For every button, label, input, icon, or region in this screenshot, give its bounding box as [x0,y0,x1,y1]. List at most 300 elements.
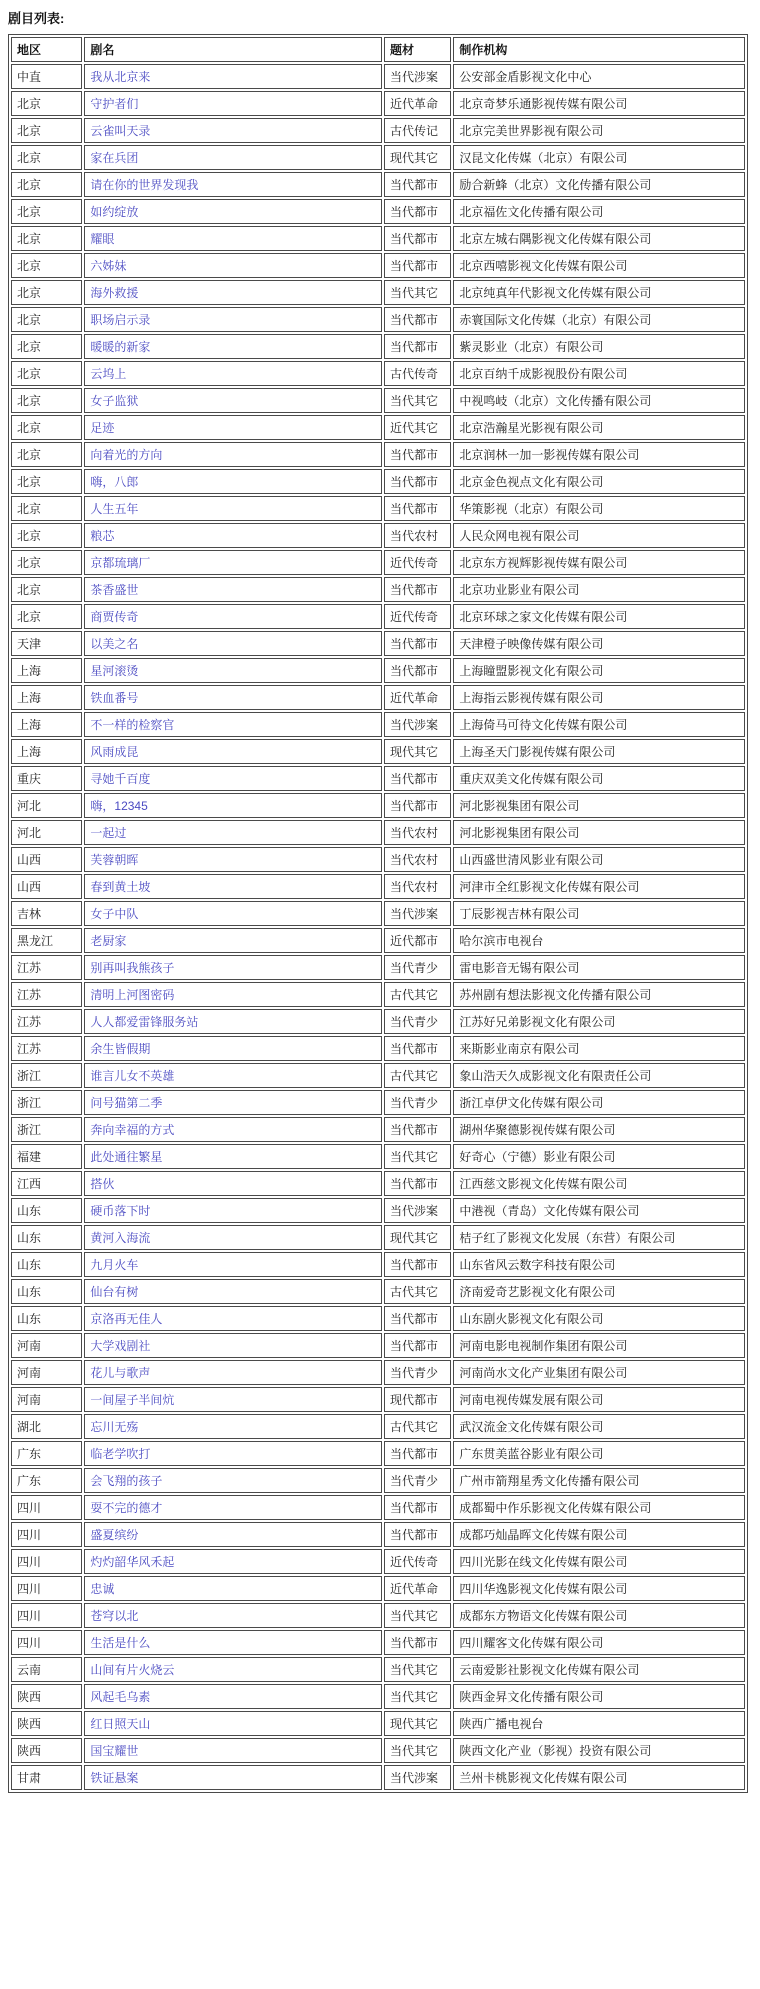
producer-cell: 北京西嘻影视文化传媒有限公司 [453,253,745,278]
genre-cell: 现代都市 [384,1387,451,1412]
title-cell [84,1360,382,1385]
region-cell: 上海 [11,685,82,710]
title-cell [84,145,382,170]
producer-cell: 丁辰影视吉林有限公司 [453,901,745,926]
region-cell: 甘肃 [11,1765,82,1790]
title-cell [84,442,382,467]
title-link[interactable]: 别再叫我熊孩子 [90,960,175,975]
table-row [11,1630,745,1655]
region-cell: 北京 [11,388,82,413]
region-cell: 四川 [11,1576,82,1601]
title-cell [84,712,382,737]
table-row [11,712,745,737]
producer-cell: 赤寰国际文化传媒（北京）有限公司 [453,307,745,332]
title-link[interactable]: 花儿与歌声 [90,1365,151,1380]
title-link[interactable]: 仙台有树 [90,1284,139,1299]
genre-cell: 当代涉案 [384,1765,451,1790]
table-row [11,172,745,197]
region-cell: 上海 [11,739,82,764]
title-link[interactable]: 生活是什么 [90,1635,151,1650]
table-row [11,955,745,980]
table-row [11,1306,745,1331]
genre-cell: 现代其它 [384,145,451,170]
title-link[interactable]: 铁血番号 [90,690,139,705]
table-row [11,334,745,359]
title-link[interactable]: 红日照天山 [90,1716,151,1731]
title-cell [84,550,382,575]
genre-cell: 现代其它 [384,739,451,764]
table-row [11,118,745,143]
producer-cell: 好奇心（宁德）影业有限公司 [453,1144,745,1169]
genre-cell: 当代都市 [384,226,451,251]
title-cell [84,1225,382,1250]
genre-cell: 近代传奇 [384,604,451,629]
producer-cell: 陕西金昇文化传播有限公司 [453,1684,745,1709]
genre-cell: 当代都市 [384,1171,451,1196]
table-row [11,280,745,305]
title-cell [84,1198,382,1223]
producer-cell: 上海指云影视传媒有限公司 [453,685,745,710]
title-link[interactable]: 京洛再无佳人 [90,1311,163,1326]
title-link[interactable]: 盛夏缤纷 [90,1527,139,1542]
table-row [11,1360,745,1385]
region-cell: 吉林 [11,901,82,926]
producer-cell: 河北影视集团有限公司 [453,793,745,818]
producer-cell: 成都东方物语文化传媒有限公司 [453,1603,745,1628]
region-cell: 河南 [11,1333,82,1358]
producer-cell: 天津橙子映像传媒有限公司 [453,631,745,656]
title-link[interactable]: 不一样的检察官 [90,717,175,732]
genre-cell: 当代都市 [384,199,451,224]
region-cell: 北京 [11,172,82,197]
title-cell [84,172,382,197]
producer-cell: 山东省风云数字科技有限公司 [453,1252,745,1277]
genre-cell: 古代传奇 [384,361,451,386]
title-cell [84,1711,382,1736]
title-cell [84,1090,382,1115]
producer-cell: 北京纯真年代影视文化传媒有限公司 [453,280,745,305]
title-link[interactable]: 硬币落下时 [90,1203,151,1218]
region-cell: 浙江 [11,1090,82,1115]
table-row [11,307,745,332]
region-cell: 北京 [11,361,82,386]
title-cell [84,1522,382,1547]
genre-cell: 当代都市 [384,1522,451,1547]
title-cell [84,469,382,494]
region-cell: 河南 [11,1360,82,1385]
region-cell: 北京 [11,334,82,359]
genre-cell: 当代涉案 [384,64,451,89]
title-cell [84,1684,382,1709]
producer-cell: 成都巧灿晶晖文化传媒有限公司 [453,1522,745,1547]
title-cell [84,1549,382,1574]
table-row [11,1117,745,1142]
column-header-title: 剧名 [84,37,382,62]
producer-cell: 河南电影电视制作集团有限公司 [453,1333,745,1358]
region-cell: 江西 [11,1171,82,1196]
title-link[interactable]: 暖暖的新家 [90,339,151,354]
table-row [11,64,745,89]
region-cell: 上海 [11,712,82,737]
region-cell: 江苏 [11,982,82,1007]
producer-cell: 北京福佐文化传播有限公司 [453,199,745,224]
region-cell: 上海 [11,658,82,683]
producer-cell: 河北影视集团有限公司 [453,820,745,845]
title-link[interactable]: 耍不完的德才 [90,1500,163,1515]
title-link[interactable]: 搭伙 [90,1176,115,1191]
region-cell: 北京 [11,307,82,332]
genre-cell: 当代都市 [384,1252,451,1277]
table-row [11,874,745,899]
genre-cell: 古代其它 [384,1414,451,1439]
region-cell: 浙江 [11,1117,82,1142]
title-link[interactable]: 女子监狱 [90,393,139,408]
genre-cell: 当代其它 [384,1657,451,1682]
title-link[interactable]: 寻她千百度 [90,771,151,786]
title-link[interactable]: 苍穹以北 [90,1608,139,1623]
title-cell [84,793,382,818]
table-row [11,361,745,386]
table-row [11,1225,745,1250]
genre-cell: 当代其它 [384,1738,451,1763]
genre-cell: 古代其它 [384,1063,451,1088]
title-link[interactable]: 风起毛乌素 [90,1689,151,1704]
genre-cell: 当代青少 [384,1360,451,1385]
title-link[interactable]: 忠诚 [90,1581,115,1596]
producer-cell: 陕西文化产业（影视）投资有限公司 [453,1738,745,1763]
region-cell: 北京 [11,604,82,629]
producer-cell: 济南爱奇艺影视文化有限公司 [453,1279,745,1304]
genre-cell: 当代都市 [384,1306,451,1331]
title-link[interactable]: 老厨家 [90,933,127,948]
title-link[interactable]: 九月火车 [90,1257,139,1272]
table-row [11,226,745,251]
title-link[interactable]: 足迹 [90,420,115,435]
title-link[interactable]: 清明上河图密码 [90,987,175,1002]
title-cell [84,1009,382,1034]
title-cell [84,901,382,926]
region-cell: 陕西 [11,1711,82,1736]
producer-cell: 云南爱影社影视文化传媒有限公司 [453,1657,745,1682]
genre-cell: 当代都市 [384,1333,451,1358]
title-cell [84,361,382,386]
producer-cell: 人民众网电视有限公司 [453,523,745,548]
title-cell [84,631,382,656]
producer-cell: 公安部金盾影视文化中心 [453,64,745,89]
title-link[interactable]: 以美之名 [90,636,139,651]
region-cell: 四川 [11,1495,82,1520]
table-row [11,1279,745,1304]
title-link[interactable]: 云坞上 [90,366,127,381]
region-cell: 河南 [11,1387,82,1412]
column-header-genre: 题材 [384,37,451,62]
title-link[interactable]: 我从北京来 [90,69,151,84]
title-cell [84,739,382,764]
title-cell [84,226,382,251]
title-cell [84,1144,382,1169]
title-cell [84,1630,382,1655]
region-cell: 北京 [11,145,82,170]
title-link[interactable]: 家在兵团 [90,150,139,165]
title-cell [84,820,382,845]
producer-cell: 北京润林一加一影视传媒有限公司 [453,442,745,467]
table-row [11,1603,745,1628]
title-cell [84,253,382,278]
table-row [11,469,745,494]
region-cell: 江苏 [11,955,82,980]
table-row [11,577,745,602]
table-row [11,1522,745,1547]
table-row [11,901,745,926]
title-cell [84,604,382,629]
title-cell [84,928,382,953]
region-cell: 山西 [11,847,82,872]
genre-cell: 当代都市 [384,442,451,467]
title-link[interactable]: 余生皆假期 [90,1041,151,1056]
table-row [11,1009,745,1034]
genre-cell: 当代都市 [384,253,451,278]
genre-cell: 当代都市 [384,496,451,521]
title-cell [84,1414,382,1439]
genre-cell: 现代其它 [384,1225,451,1250]
producer-cell: 象山浩天久成影视文化有限责任公司 [453,1063,745,1088]
region-cell: 山东 [11,1198,82,1223]
table-row [11,91,745,116]
title-link[interactable]: 茶香盛世 [90,582,139,597]
table-row [11,1738,745,1763]
producer-cell: 汉昆文化传媒（北京）有限公司 [453,145,745,170]
genre-cell: 当代都市 [384,1036,451,1061]
title-cell [84,1576,382,1601]
table-row [11,550,745,575]
table-row [11,496,745,521]
table-row [11,1684,745,1709]
producer-cell: 北京金色视点文化有限公司 [453,469,745,494]
producer-cell: 河南电视传媒发展有限公司 [453,1387,745,1412]
producer-cell: 中视鸣岐（北京）文化传播有限公司 [453,388,745,413]
table-row [11,145,745,170]
producer-cell: 山西盛世清风影业有限公司 [453,847,745,872]
genre-cell: 当代都市 [384,172,451,197]
table-row [11,1144,745,1169]
title-link[interactable]: 国宝耀世 [90,1743,139,1758]
region-cell: 北京 [11,280,82,305]
producer-cell: 励合新蜂（北京）文化传播有限公司 [453,172,745,197]
region-cell: 四川 [11,1603,82,1628]
title-cell [84,1738,382,1763]
producer-cell: 中港视（青岛）文化传媒有限公司 [453,1198,745,1223]
title-link[interactable]: 临老学吹打 [90,1446,151,1461]
table-row [11,1468,745,1493]
title-cell [84,1603,382,1628]
table-row [11,658,745,683]
title-cell [84,415,382,440]
genre-cell: 当代都市 [384,658,451,683]
table-row [11,793,745,818]
table-row [11,847,745,872]
genre-cell: 近代革命 [384,91,451,116]
title-link[interactable]: 嗨，八郎 [90,474,139,489]
producer-cell: 四川耀客文化传媒有限公司 [453,1630,745,1655]
table-row [11,523,745,548]
region-cell: 重庆 [11,766,82,791]
region-cell: 河北 [11,793,82,818]
title-link[interactable]: 云雀叫天录 [90,123,151,138]
genre-cell: 近代其它 [384,415,451,440]
title-link[interactable]: 星河滚烫 [90,663,139,678]
producer-cell: 陕西广播电视台 [453,1711,745,1736]
genre-cell: 当代都市 [384,1495,451,1520]
genre-cell: 当代都市 [384,631,451,656]
title-link[interactable]: 芙蓉朝晖 [90,852,139,867]
title-link[interactable]: 山间有片火烧云 [90,1662,175,1677]
program-table-body [11,64,745,1790]
title-link[interactable]: 会飞翔的孩子 [90,1473,163,1488]
page-title: 剧目列表: [8,11,65,26]
title-link[interactable]: 向着光的方向 [90,447,163,462]
region-cell: 北京 [11,469,82,494]
region-cell: 北京 [11,577,82,602]
genre-cell: 当代青少 [384,1009,451,1034]
region-cell: 山东 [11,1306,82,1331]
title-cell [84,64,382,89]
title-link[interactable]: 谁言儿女不英雄 [90,1068,175,1083]
producer-cell: 重庆双美文化传媒有限公司 [453,766,745,791]
genre-cell: 近代传奇 [384,1549,451,1574]
genre-cell: 近代革命 [384,685,451,710]
producer-cell: 江西慈文影视文化传媒有限公司 [453,1171,745,1196]
table-row [11,1063,745,1088]
title-cell [84,523,382,548]
title-link[interactable]: 海外救援 [90,285,139,300]
producer-cell: 北京浩瀚星光影视有限公司 [453,415,745,440]
title-link[interactable]: 六姊妹 [90,258,127,273]
table-row [11,199,745,224]
region-cell: 天津 [11,631,82,656]
genre-cell: 当代都市 [384,1441,451,1466]
genre-cell: 当代都市 [384,334,451,359]
title-cell [84,1171,382,1196]
title-cell [84,1333,382,1358]
title-link[interactable]: 一起过 [90,825,127,840]
region-cell: 陕西 [11,1684,82,1709]
genre-cell: 古代其它 [384,1279,451,1304]
title-link[interactable]: 守护者们 [90,96,139,111]
title-link[interactable]: 人人都爱雷锋服务站 [90,1014,199,1029]
title-cell [84,1441,382,1466]
producer-cell: 湖州华聚德影视传媒有限公司 [453,1117,745,1142]
producer-cell: 武汉流金文化传媒有限公司 [453,1414,745,1439]
column-header-region: 地区 [11,37,82,62]
title-link[interactable]: 奔向幸福的方式 [90,1122,175,1137]
title-link[interactable]: 此处通往繁星 [90,1149,163,1164]
producer-cell: 北京完美世界影视有限公司 [453,118,745,143]
region-cell: 北京 [11,226,82,251]
title-cell [84,118,382,143]
producer-cell: 兰州卡桃影视文化传媒有限公司 [453,1765,745,1790]
title-link[interactable]: 黄河入海流 [90,1230,151,1245]
title-cell [84,685,382,710]
producer-cell: 雷电影音无锡有限公司 [453,955,745,980]
genre-cell: 当代青少 [384,955,451,980]
title-link[interactable]: 灼灼韶华风禾起 [90,1554,175,1569]
title-link[interactable]: 铁证悬案 [90,1770,139,1785]
title-link[interactable]: 粮芯 [90,528,115,543]
producer-cell: 四川光影在线文化传媒有限公司 [453,1549,745,1574]
title-link[interactable]: 人生五年 [90,501,139,516]
producer-cell: 北京奇梦乐通影视传媒有限公司 [453,91,745,116]
table-row [11,1252,745,1277]
producer-cell: 江苏好兄弟影视文化有限公司 [453,1009,745,1034]
table-row [11,820,745,845]
title-link[interactable]: 春到黄土坡 [90,879,151,894]
region-cell: 北京 [11,550,82,575]
region-cell: 中直 [11,64,82,89]
title-cell [84,1495,382,1520]
title-link[interactable]: 忘川无殇 [90,1419,139,1434]
table-row [11,928,745,953]
genre-cell: 当代其它 [384,1603,451,1628]
title-link[interactable]: 职场启示录 [90,312,151,327]
region-cell: 山东 [11,1279,82,1304]
region-cell: 江苏 [11,1009,82,1034]
table-row [11,388,745,413]
table-row [11,1036,745,1061]
title-link[interactable]: 问号猫第二季 [90,1095,163,1110]
title-link[interactable]: 耀眼 [90,231,115,246]
title-link[interactable]: 请在你的世界发现我 [90,177,199,192]
producer-cell: 浙江卓伊文化传媒有限公司 [453,1090,745,1115]
table-row [11,1549,745,1574]
title-cell [84,496,382,521]
producer-cell: 河南尚水文化产业集团有限公司 [453,1360,745,1385]
title-link[interactable]: 嗨，12345 [90,798,148,813]
genre-cell: 当代农村 [384,820,451,845]
title-cell [84,1657,382,1682]
column-header-producer: 制作机构 [453,37,745,62]
title-cell [84,280,382,305]
genre-cell: 古代其它 [384,982,451,1007]
title-link[interactable]: 女子中队 [90,906,139,921]
genre-cell: 当代其它 [384,1144,451,1169]
title-link[interactable]: 京都琉璃厂 [90,555,151,570]
producer-cell: 上海瞳盟影视文化有限公司 [453,658,745,683]
producer-cell: 北京功业影业有限公司 [453,577,745,602]
title-cell [84,1117,382,1142]
table-row [11,1171,745,1196]
title-cell [84,388,382,413]
genre-cell: 当代青少 [384,1468,451,1493]
table-row [11,1387,745,1412]
genre-cell: 当代其它 [384,1684,451,1709]
table-row [11,1441,745,1466]
producer-cell: 上海倚马可待文化传媒有限公司 [453,712,745,737]
title-link[interactable]: 大学戏剧社 [90,1338,151,1353]
title-link[interactable]: 如约绽放 [90,204,139,219]
title-cell [84,955,382,980]
producer-cell: 苏州剧有想法影视文化传播有限公司 [453,982,745,1007]
title-link[interactable]: 风雨成昆 [90,744,139,759]
title-cell [84,199,382,224]
region-cell: 云南 [11,1657,82,1682]
genre-cell: 近代革命 [384,1576,451,1601]
title-link[interactable]: 一间屋子半间炕 [90,1392,175,1407]
table-row [11,604,745,629]
region-cell: 黑龙江 [11,928,82,953]
title-link[interactable]: 商贾传奇 [90,609,139,624]
region-cell: 北京 [11,415,82,440]
genre-cell: 当代都市 [384,1117,451,1142]
